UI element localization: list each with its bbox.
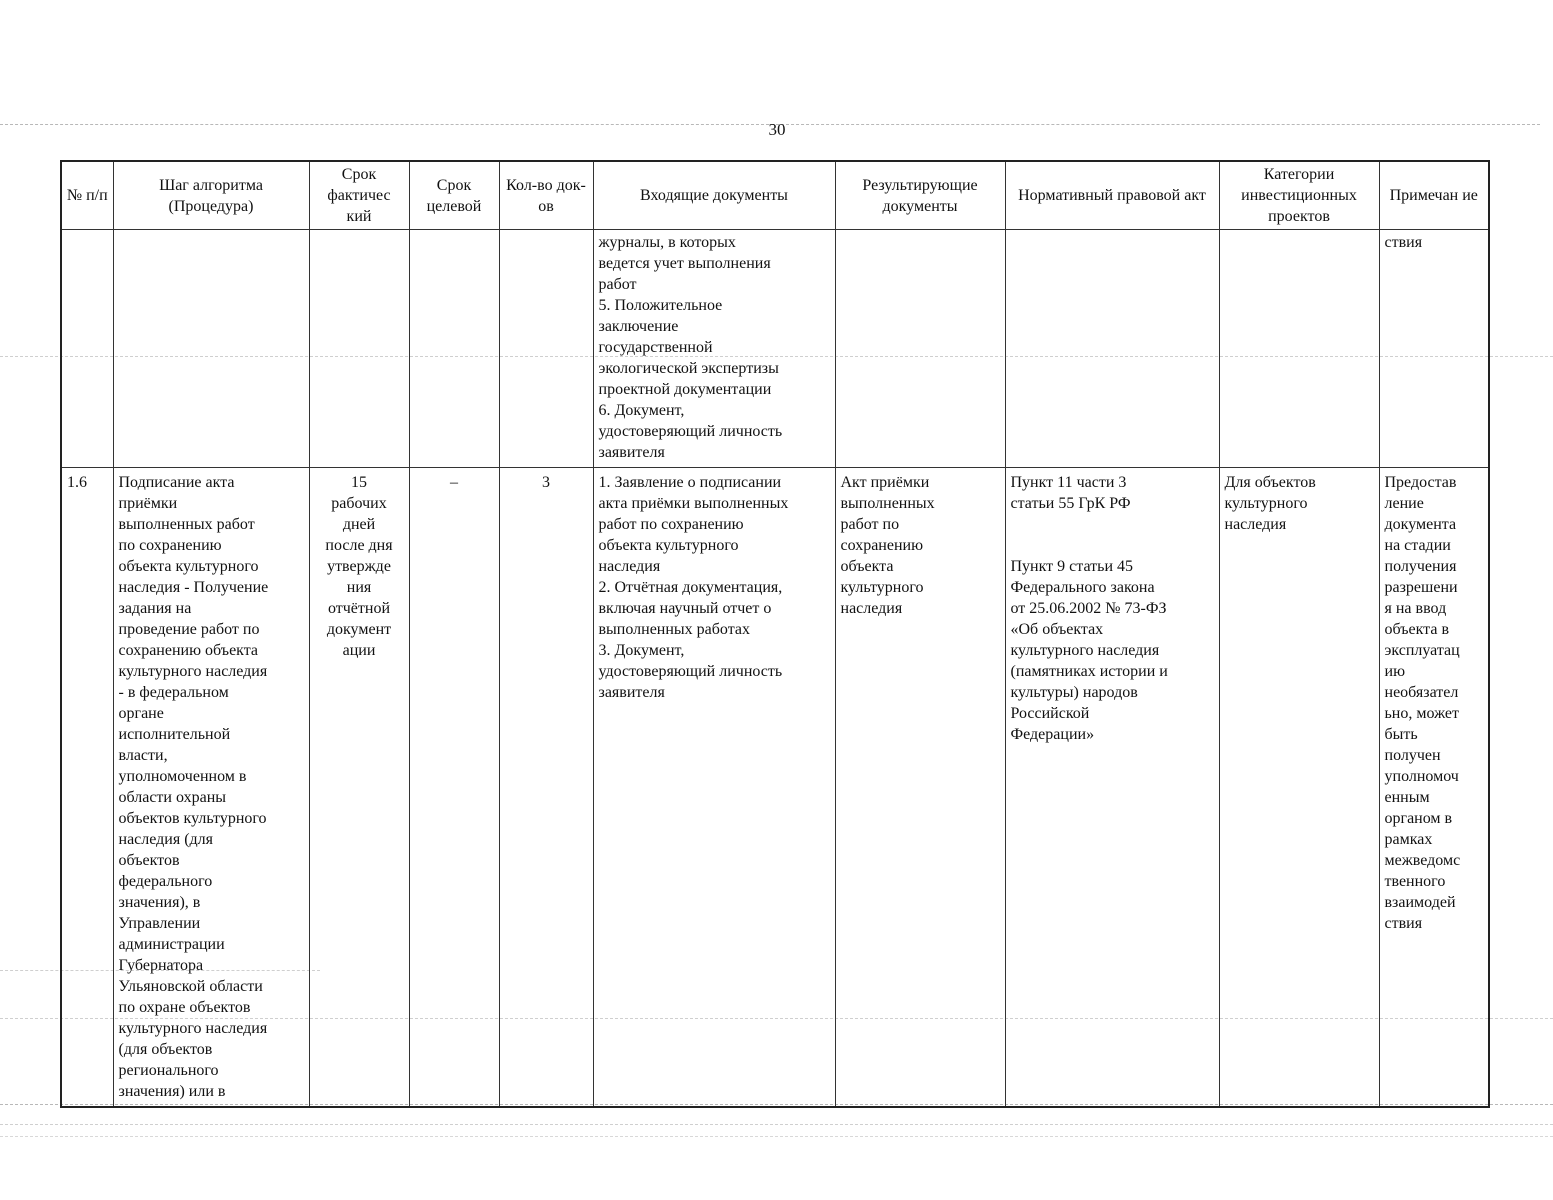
incoming-docs-continued-text: журналы, в которых ведется учет выполнения работ 5. Положительное заключение государственной экологической экспертизы проектной документации 6. Документ, удостоверяющий личность заявителя bbox=[598, 234, 783, 461]
cell-note bbox=[1379, 468, 1489, 1108]
cell-legal-act-empty bbox=[1005, 230, 1219, 468]
result-docs-text: Акт приёмки выполненных работ по сохранению объекта культурного наследия bbox=[840, 474, 935, 617]
category-text: Для объектов культурного наследия bbox=[1224, 474, 1316, 533]
cell-note-continued bbox=[1379, 230, 1489, 468]
note-text: Предостав ление документа на стадии получения разрешени я на ввод объекта в эксплуатац ию необязател ьно, может быть получен уполномоч енным органом в рамках межведомс твенного взаимодей ствия bbox=[1384, 474, 1461, 932]
actual-term-text: 15 рабочих дней после дня утвержде ния отчётной документ ации bbox=[325, 474, 393, 659]
header-category: Категории инвестиционных проектов bbox=[1219, 161, 1379, 230]
scan-line-bottom-3 bbox=[0, 1136, 1553, 1137]
table-row-continued bbox=[61, 230, 1489, 468]
note-continued-text: ствия bbox=[1384, 234, 1423, 251]
header-legal-act: Нормативный правовой акт bbox=[1005, 161, 1219, 230]
incoming-docs-text: 1. Заявление о подписании акта приёмки выполненных работ по сохранению объекта культурного наследия 2. Отчётная документация, включая научный отчет о выполненных работах 3. Документ, удостоверяющий личность заявителя bbox=[598, 474, 789, 701]
cell-target-term bbox=[409, 468, 499, 1108]
header-note: Примечан ие bbox=[1379, 161, 1489, 230]
header-target-term: Срок целевой bbox=[409, 161, 499, 230]
header-number: № п/п bbox=[61, 161, 113, 230]
cell-actual-term bbox=[309, 468, 409, 1108]
cell-step bbox=[113, 468, 309, 1108]
cell-actual-term-empty bbox=[309, 230, 409, 468]
target-term-text: – bbox=[450, 474, 458, 491]
cell-target-term-empty bbox=[409, 230, 499, 468]
procedure-table bbox=[60, 160, 1490, 1108]
step-text: Подписание акта приёмки выполненных работ по сохранению объекта культурного наследия - Получение задания на проведение работ по сохранению объекта культурного наследия - в федеральном органе исполнительной власти, уполномоченном в области охраны объектов культурного наследия (для объектов федерального значения), в Управлении администрации Губернатора Ульяновской области по охране объектов культурного наследия (для объектов регионального значения) или в bbox=[118, 474, 269, 1100]
cell-step-empty bbox=[113, 230, 309, 468]
table-row-1-6 bbox=[61, 468, 1489, 1108]
cell-category bbox=[1219, 468, 1379, 1108]
cell-incoming-docs bbox=[593, 468, 835, 1108]
cell-result-docs bbox=[835, 468, 1005, 1108]
cell-category-empty bbox=[1219, 230, 1379, 468]
scan-line-bottom-2 bbox=[0, 1124, 1553, 1125]
cell-number-empty bbox=[61, 230, 113, 468]
header-incoming-docs: Входящие документы bbox=[593, 161, 835, 230]
cell-legal-act bbox=[1005, 468, 1219, 1108]
cell-result-docs-empty bbox=[835, 230, 1005, 468]
row-number: 1.6 bbox=[67, 474, 87, 491]
page-number: 30 bbox=[768, 120, 786, 139]
table-header-row bbox=[61, 161, 1489, 230]
doc-count-text: 3 bbox=[542, 474, 550, 491]
cell-doc-count bbox=[499, 468, 593, 1108]
cell-number bbox=[61, 468, 113, 1108]
cell-doc-count-empty bbox=[499, 230, 593, 468]
legal-act-text: Пункт 11 части 3 статьи 55 ГрК РФ Пункт 9 статьи 45 Федерального закона от 25.06.2002 № 73-ФЗ «Об объектах культурного наследия (памятниках истории и культуры) народов Российской Федерации» bbox=[1010, 474, 1168, 743]
header-result-docs: Результирующие документы bbox=[835, 161, 1005, 230]
header-doc-count: Кол-во док-ов bbox=[499, 161, 593, 230]
header-step: Шаг алгоритма (Процедура) bbox=[113, 161, 309, 230]
header-actual-term: Срок фактичес кий bbox=[309, 161, 409, 230]
cell-incoming-docs-continued bbox=[593, 230, 835, 468]
